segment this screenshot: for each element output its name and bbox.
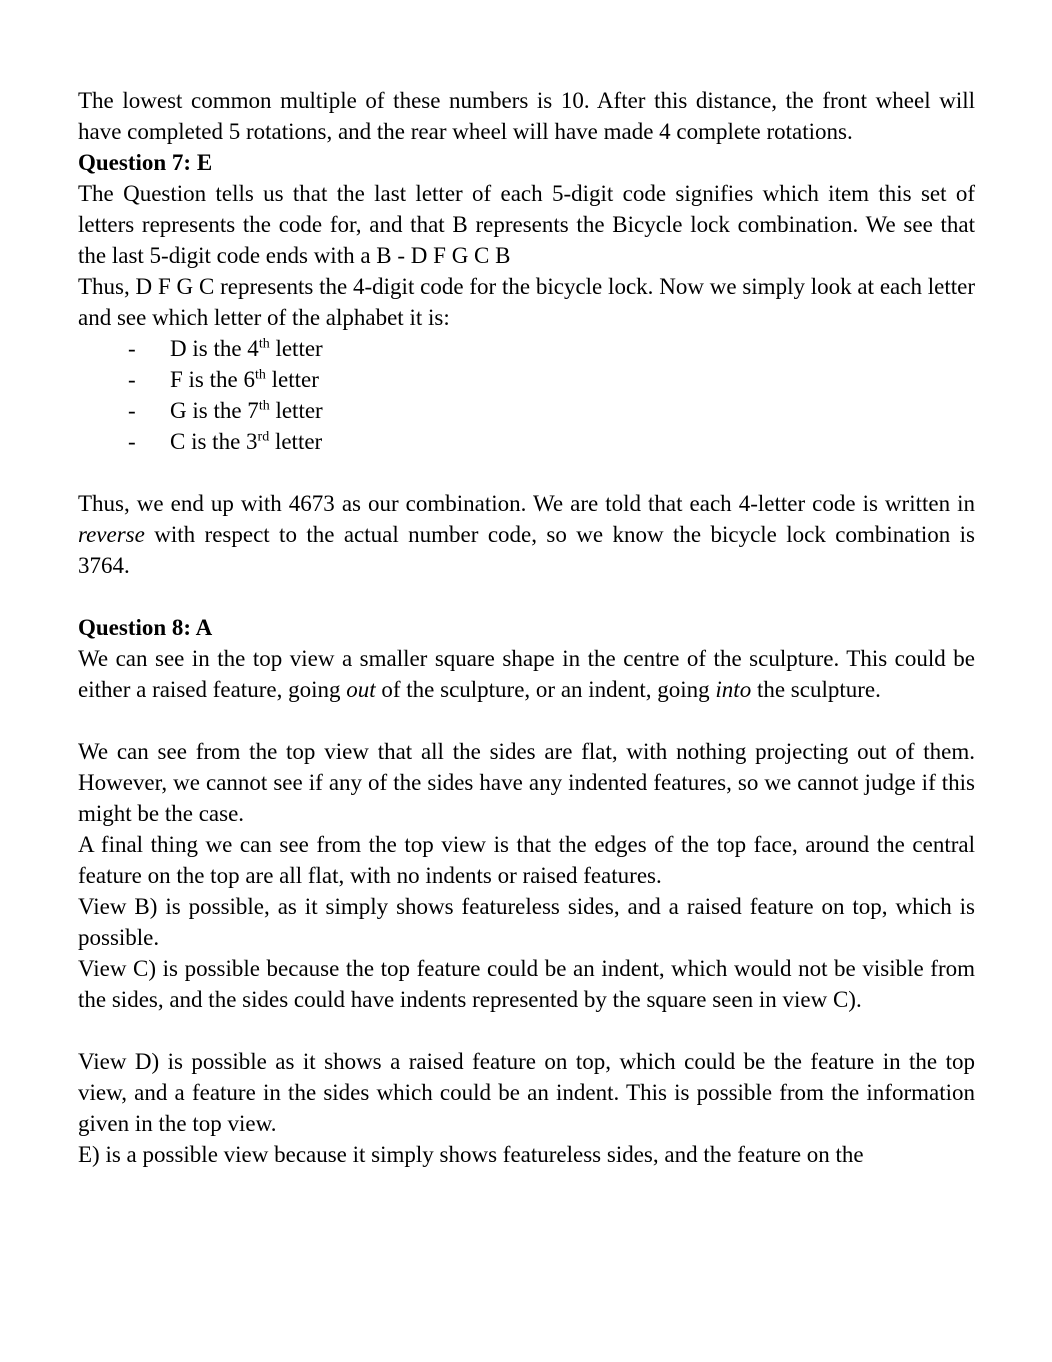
ordinal-suffix: th [258, 398, 270, 414]
list-item [78, 395, 975, 426]
list-item-text: D is the 4 [170, 336, 259, 361]
letter-list [78, 333, 975, 457]
list-item-text: G is the 7 [170, 398, 259, 423]
emphasis-reverse: reverse [78, 522, 145, 547]
list-item-text: C is the 3 [170, 429, 258, 454]
question-8-paragraph-6: View D) is possible as it shows a raised feature on top, which could be the feature in the top view, and a feature in the sides which could be an indent. This is possible from the information given in the top view. [78, 1049, 975, 1136]
list-item [78, 364, 975, 395]
list-item-text: F is the 6 [170, 367, 255, 392]
ordinal-suffix: th [254, 367, 266, 383]
list-item-tail: letter [269, 429, 323, 454]
emphasis-into: into [715, 677, 752, 702]
text-run: Thus, we end up with 4673 as our combination. We are told that each 4-letter code is written in [78, 491, 975, 516]
text-run: We can see in the top view a smaller square shape in the centre of the sculpture. This could be either a raised feature, going [78, 646, 975, 702]
document-page [78, 85, 975, 1170]
question-8-paragraph-2: We can see from the top view that all the sides are flat, with nothing projecting out of them. However, we cannot see if any of the sides have any indented features, so we cannot judge if this might be the case. [78, 739, 975, 826]
question-7-paragraph-3 [78, 488, 975, 581]
question-8-paragraph-3: A final thing we can see from the top view is that the edges of the top face, around the central feature on the top are all flat, with no indents or raised features. [78, 832, 975, 888]
spacer [78, 705, 975, 736]
text-run: the sculpture. [751, 677, 881, 702]
spacer [78, 1015, 975, 1046]
question-8-heading: Question 8: A [78, 615, 213, 640]
text-run: with respect to the actual number code, so we know the bicycle lock combination is 3764. [78, 522, 975, 578]
question-8-paragraph-7: E) is a possible view because it simply shows featureless sides, and the feature on the [78, 1142, 864, 1167]
spacer [78, 581, 975, 612]
list-item-tail: letter [269, 336, 323, 361]
dash-bullet: - [128, 336, 136, 361]
question-7-heading: Question 7: E [78, 150, 213, 175]
question-8-paragraph-4: View B) is possible, as it simply shows featureless sides, and a raised feature on top, which is possible. [78, 894, 975, 950]
list-item-tail: letter [265, 367, 319, 392]
emphasis-out: out [346, 677, 376, 702]
question-8-paragraph-5: View C) is possible because the top feature could be an indent, which would not be visible from the sides, and the sides could have indents represented by the square seen in view C). [78, 956, 975, 1012]
dash-bullet: - [128, 429, 136, 454]
spacer [78, 457, 975, 488]
question-8-paragraph-1 [78, 643, 975, 705]
question-7-paragraph-2: Thus, D F G C represents the 4-digit code for the bicycle lock. Now we simply look at each letter and see which letter of the alphabet it is: [78, 274, 975, 330]
ordinal-suffix: rd [257, 429, 270, 445]
dash-bullet: - [128, 367, 136, 392]
dash-bullet: - [128, 398, 136, 423]
list-item [78, 333, 975, 364]
list-item-tail: letter [269, 398, 323, 423]
question-7-paragraph-1: The Question tells us that the last letter of each 5-digit code signifies which item this set of letters represents the code for, and that B represents the Bicycle lock combination. We see that the last 5-digit code ends with a B - D F G C B [78, 181, 975, 268]
list-item [78, 426, 975, 457]
ordinal-suffix: th [258, 336, 270, 352]
text-run: of the sculpture, or an indent, going [375, 677, 716, 702]
paragraph-lcm: The lowest common multiple of these numbers is 10. After this distance, the front wheel will have completed 5 rotations, and the rear wheel will have made 4 complete rotations. [78, 88, 975, 144]
